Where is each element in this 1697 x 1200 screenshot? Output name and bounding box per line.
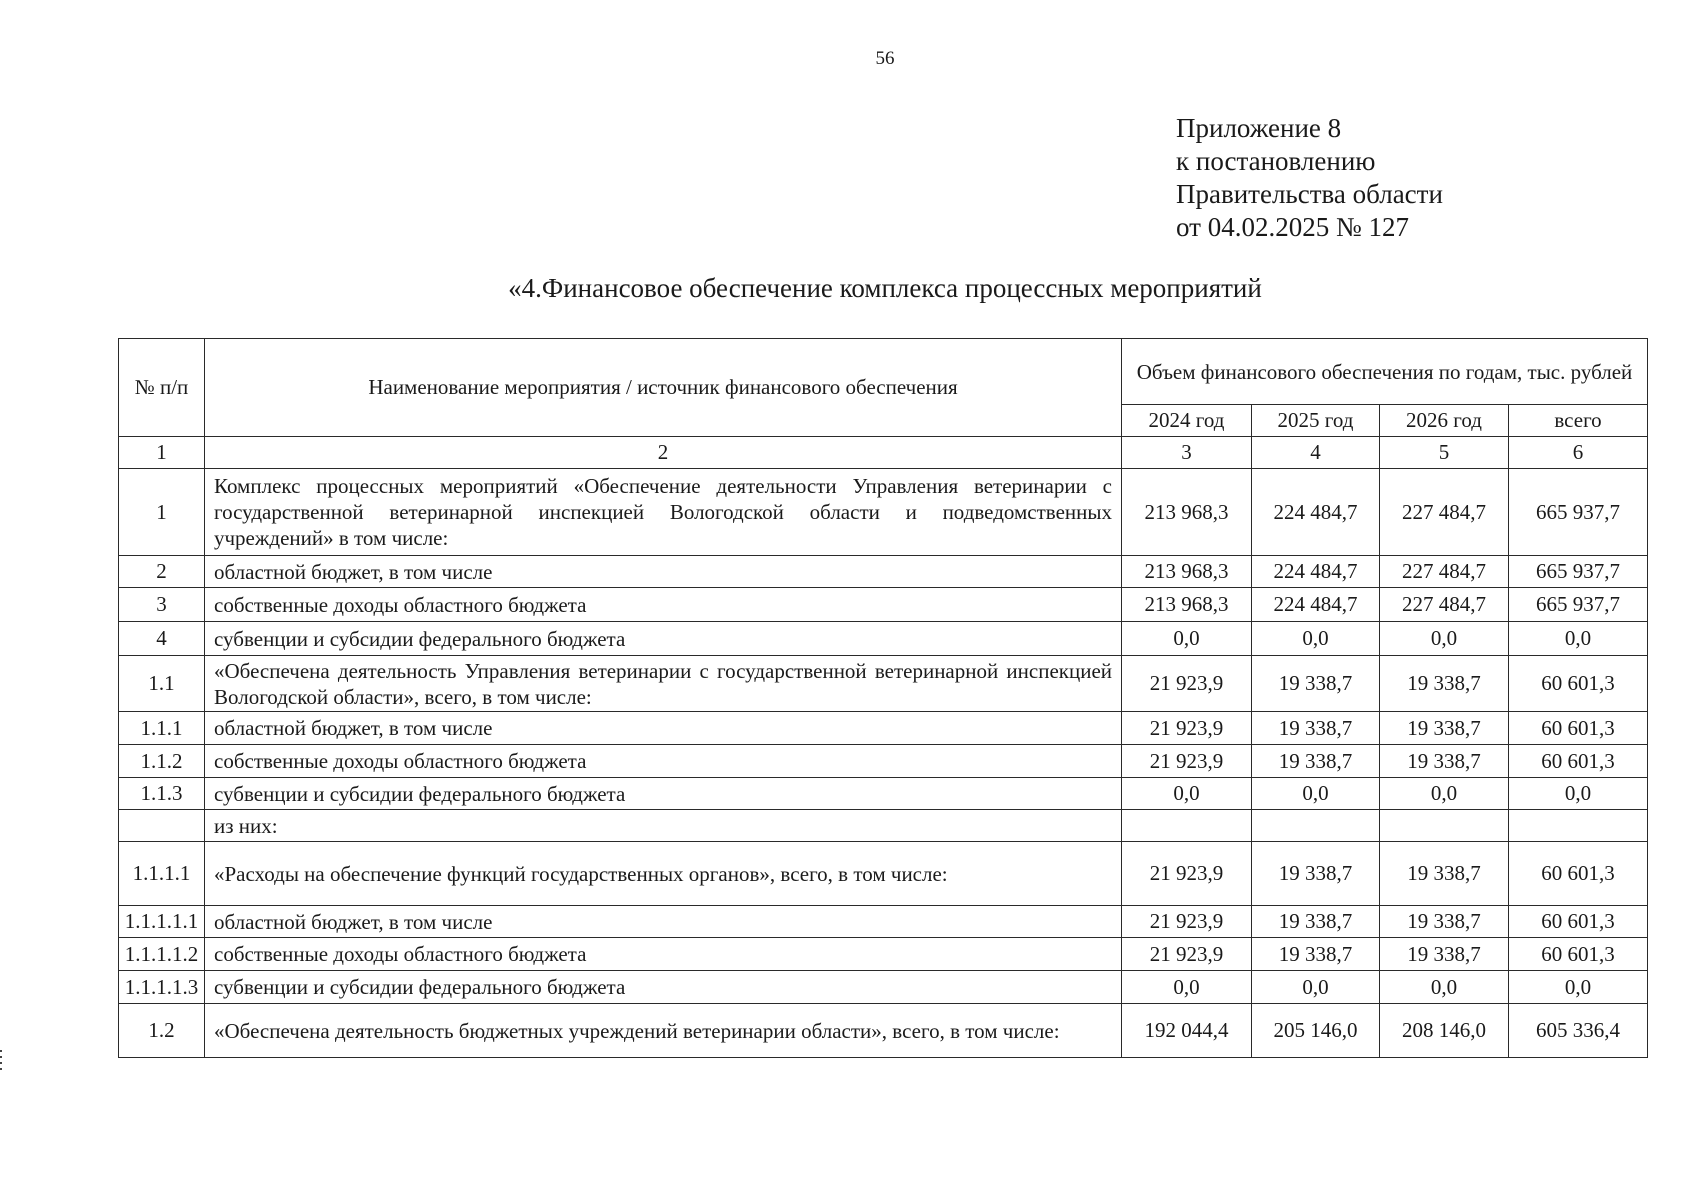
row-total <box>1509 810 1648 842</box>
row-2026: 19 338,7 <box>1380 906 1509 938</box>
row-2024: 21 923,9 <box>1122 906 1252 938</box>
row-2025: 224 484,7 <box>1252 556 1380 588</box>
row-id: 1.2 <box>119 1004 205 1058</box>
row-2025: 19 338,7 <box>1252 906 1380 938</box>
row-2025: 19 338,7 <box>1252 938 1380 971</box>
financing-table <box>118 338 1648 1058</box>
row-2025: 19 338,7 <box>1252 745 1380 778</box>
header-total: всего <box>1509 405 1648 437</box>
row-2026: 227 484,7 <box>1380 556 1509 588</box>
row-2025 <box>1252 810 1380 842</box>
row-2025: 0,0 <box>1252 971 1380 1004</box>
appendix-line-2: к постановлению <box>1176 146 1376 176</box>
appendix-line-1: Приложение 8 <box>1176 113 1342 143</box>
table-row <box>119 810 1648 842</box>
row-2024: 0,0 <box>1122 971 1252 1004</box>
header-2024: 2024 год <box>1122 405 1252 437</box>
table-row <box>119 938 1648 971</box>
row-name: областной бюджет, в том числе <box>205 906 1122 938</box>
row-id: 1.1.1.1.2 <box>119 938 205 971</box>
col-number: 1 <box>119 437 205 469</box>
row-2024: 213 968,3 <box>1122 556 1252 588</box>
page-number: 56 <box>875 48 895 69</box>
row-id: 3 <box>119 588 205 622</box>
scan-mark <box>0 1050 2 1052</box>
table-row <box>119 588 1648 622</box>
header-name: Наименование мероприятия / источник финансового обеспечения <box>205 339 1122 437</box>
row-name: субвенции и субсидии федерального бюджета <box>205 971 1122 1004</box>
row-total: 60 601,3 <box>1509 842 1648 906</box>
row-2026: 19 338,7 <box>1380 712 1509 745</box>
row-2024: 0,0 <box>1122 778 1252 810</box>
table-row <box>119 778 1648 810</box>
col-number: 6 <box>1509 437 1648 469</box>
row-2025: 205 146,0 <box>1252 1004 1380 1058</box>
row-name: областной бюджет, в том числе <box>205 712 1122 745</box>
row-2025: 224 484,7 <box>1252 469 1380 556</box>
appendix-block <box>1176 112 1443 244</box>
row-total: 0,0 <box>1509 778 1648 810</box>
row-total: 60 601,3 <box>1509 712 1648 745</box>
row-2026 <box>1380 810 1509 842</box>
scan-mark <box>0 1056 2 1058</box>
row-id: 1.1.1.1 <box>119 842 205 906</box>
col-number: 2 <box>205 437 1122 469</box>
row-name: собственные доходы областного бюджета <box>205 938 1122 971</box>
row-2025: 0,0 <box>1252 622 1380 656</box>
row-id: 1.1.1.1.3 <box>119 971 205 1004</box>
row-name: «Обеспечена деятельность бюджетных учреждений ветеринарии области», всего, в том числе: <box>205 1004 1122 1058</box>
row-id: 1.1.3 <box>119 778 205 810</box>
row-2025: 224 484,7 <box>1252 588 1380 622</box>
row-2024: 21 923,9 <box>1122 712 1252 745</box>
table-row <box>119 469 1648 556</box>
scan-mark <box>0 1062 2 1064</box>
row-2026: 227 484,7 <box>1380 588 1509 622</box>
row-name: собственные доходы областного бюджета <box>205 745 1122 778</box>
row-name: субвенции и субсидии федерального бюджета <box>205 778 1122 810</box>
row-2026: 208 146,0 <box>1380 1004 1509 1058</box>
header-num: № п/п <box>119 339 205 437</box>
row-id: 4 <box>119 622 205 656</box>
scan-edge-marks <box>0 1050 4 1074</box>
header-volume: Объем финансового обеспечения по годам, тыс. рублей <box>1122 339 1648 405</box>
row-total: 60 601,3 <box>1509 745 1648 778</box>
row-2024: 21 923,9 <box>1122 938 1252 971</box>
col-number: 4 <box>1252 437 1380 469</box>
col-number: 5 <box>1380 437 1509 469</box>
table-row <box>119 906 1648 938</box>
row-2026: 19 338,7 <box>1380 656 1509 712</box>
col-number: 3 <box>1122 437 1252 469</box>
row-2024 <box>1122 810 1252 842</box>
row-name: из них: <box>205 810 1122 842</box>
row-id: 1.1.2 <box>119 745 205 778</box>
table-row <box>119 656 1648 712</box>
row-id: 1.1.1 <box>119 712 205 745</box>
row-id: 1.1.1.1.1 <box>119 906 205 938</box>
row-2026: 0,0 <box>1380 778 1509 810</box>
row-2025: 19 338,7 <box>1252 712 1380 745</box>
table-row <box>119 556 1648 588</box>
row-2026: 227 484,7 <box>1380 469 1509 556</box>
row-total: 60 601,3 <box>1509 938 1648 971</box>
row-total: 0,0 <box>1509 971 1648 1004</box>
row-total: 665 937,7 <box>1509 556 1648 588</box>
row-id <box>119 810 205 842</box>
header-2026: 2026 год <box>1380 405 1509 437</box>
row-total: 605 336,4 <box>1509 1004 1648 1058</box>
header-2025: 2025 год <box>1252 405 1380 437</box>
table-row <box>119 971 1648 1004</box>
row-2026: 19 338,7 <box>1380 938 1509 971</box>
row-2024: 213 968,3 <box>1122 469 1252 556</box>
row-name: областной бюджет, в том числе <box>205 556 1122 588</box>
row-2024: 0,0 <box>1122 622 1252 656</box>
row-2025: 0,0 <box>1252 778 1380 810</box>
row-2026: 0,0 <box>1380 622 1509 656</box>
row-total: 665 937,7 <box>1509 469 1648 556</box>
table-header <box>119 339 1648 469</box>
row-2024: 192 044,4 <box>1122 1004 1252 1058</box>
row-name: субвенции и субсидии федерального бюджета <box>205 622 1122 656</box>
row-2025: 19 338,7 <box>1252 842 1380 906</box>
row-id: 1 <box>119 469 205 556</box>
row-2026: 19 338,7 <box>1380 842 1509 906</box>
row-2024: 21 923,9 <box>1122 656 1252 712</box>
row-2026: 19 338,7 <box>1380 745 1509 778</box>
row-name: собственные доходы областного бюджета <box>205 588 1122 622</box>
scan-mark <box>0 1068 2 1070</box>
table-row <box>119 622 1648 656</box>
row-2026: 0,0 <box>1380 971 1509 1004</box>
row-total: 60 601,3 <box>1509 906 1648 938</box>
row-name: «Обеспечена деятельность Управления ветеринарии с государственной ветеринарной инспекцией Вологодской области», всего, в том числе: <box>205 656 1122 712</box>
table-row <box>119 1004 1648 1058</box>
appendix-line-3: Правительства области <box>1176 179 1443 209</box>
row-total: 60 601,3 <box>1509 656 1648 712</box>
row-name: «Расходы на обеспечение функций государственных органов», всего, в том числе: <box>205 842 1122 906</box>
table-row <box>119 712 1648 745</box>
row-2024: 21 923,9 <box>1122 842 1252 906</box>
row-2024: 213 968,3 <box>1122 588 1252 622</box>
table-row <box>119 745 1648 778</box>
row-id: 2 <box>119 556 205 588</box>
table-row <box>119 842 1648 906</box>
row-total: 0,0 <box>1509 622 1648 656</box>
row-id: 1.1 <box>119 656 205 712</box>
section-title: «4.Финансовое обеспечение комплекса процессных мероприятий <box>508 273 1262 303</box>
appendix-line-4: от 04.02.2025 № 127 <box>1176 212 1409 242</box>
row-2024: 21 923,9 <box>1122 745 1252 778</box>
row-name: Комплекс процессных мероприятий «Обеспечение деятельности Управления ветеринарии с государственной ветеринарной инспекцией Вологодской области и подведомственных учреждений» в том числе: <box>205 469 1122 556</box>
row-2025: 19 338,7 <box>1252 656 1380 712</box>
column-numbers-row <box>119 437 1648 469</box>
row-total: 665 937,7 <box>1509 588 1648 622</box>
